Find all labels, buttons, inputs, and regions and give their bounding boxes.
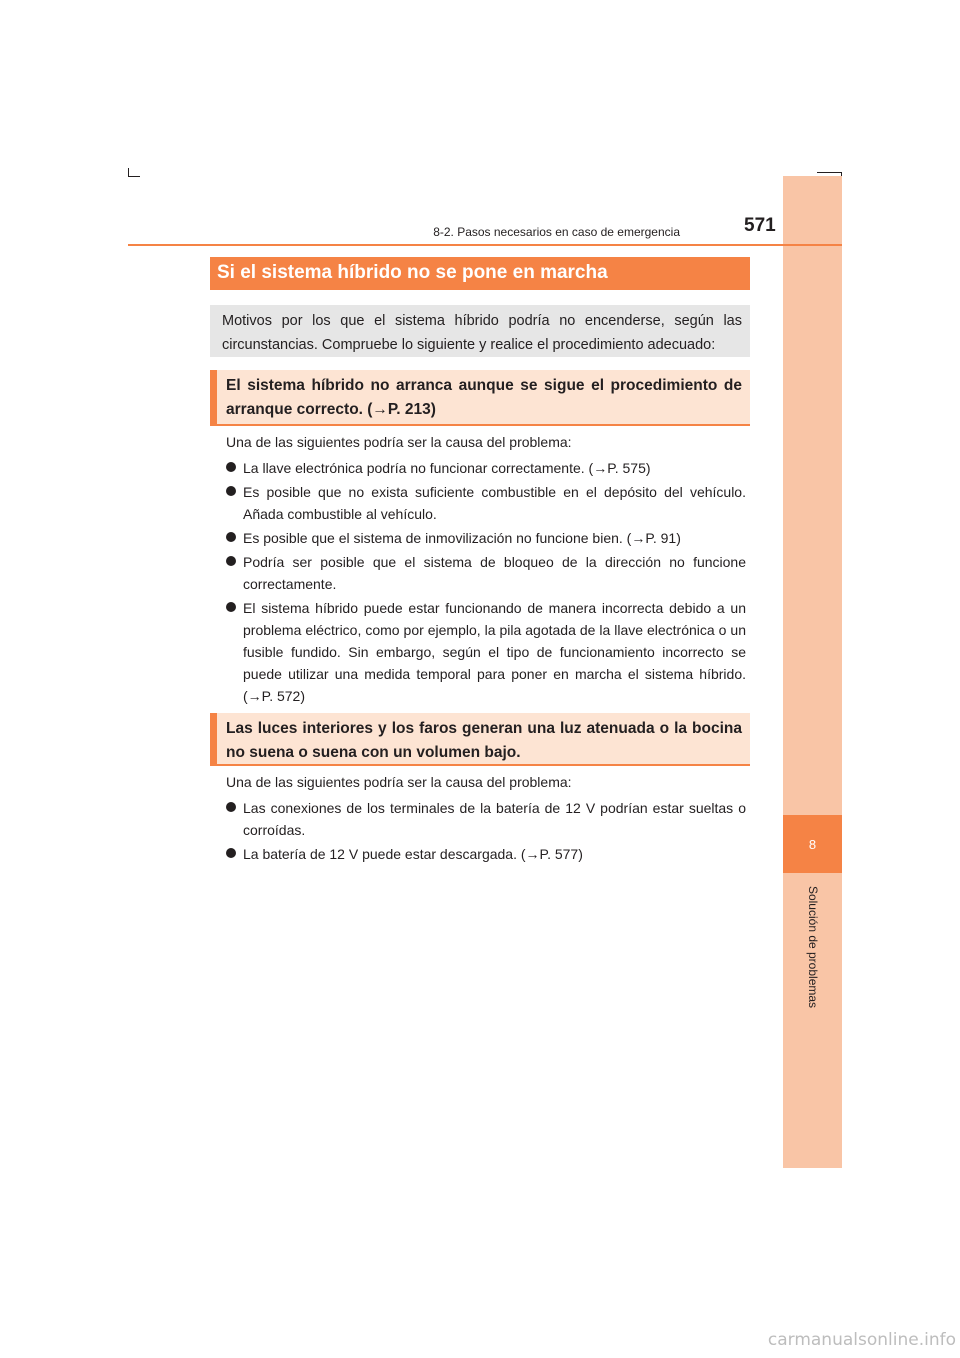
chapter-number: 8 (808, 836, 817, 852)
list-item (226, 457, 746, 479)
subheading-1 (210, 370, 750, 426)
list-item (226, 843, 746, 865)
list-item-text: La llave electrónica podría no funcionar correctamente. (→P. 575) (243, 460, 651, 476)
header-rule (128, 244, 842, 246)
bullet-dot-icon (226, 532, 236, 542)
subheading-text: El sistema híbrido no arranca aunque se sigue el procedimiento de arranque correcto. (→P. 213) (226, 377, 742, 418)
header-section-title: 8-2. Pasos necesarios en caso de emergencia (433, 225, 680, 239)
list-item-text: Las conexiones de los terminales de la batería de 12 V podrían estar sueltas o corroídas. (243, 800, 746, 838)
page-number: 571 (744, 215, 776, 236)
bullet-dot-icon (226, 556, 236, 566)
list-item (226, 551, 746, 595)
bullet-dot-icon (226, 462, 236, 472)
subheading-text: Las luces interiores y los faros generan una luz atenuada o la bocina no suena o suena con un volumen bajo. (226, 720, 742, 761)
list-item (226, 797, 746, 841)
list-item-text: La batería de 12 V puede estar descargada. (→P. 577) (243, 846, 583, 862)
list-item-text: Podría ser posible que el sistema de bloqueo de la dirección no funcione correctamente. (243, 554, 746, 592)
section-title: Si el sistema híbrido no se pone en marcha (210, 257, 750, 290)
crop-mark (128, 168, 129, 176)
bullet-dot-icon (226, 848, 236, 858)
crop-mark (817, 172, 842, 173)
lead-text: Una de las siguientes podría ser la causa del problema: (226, 434, 572, 450)
bullet-list (226, 457, 746, 709)
intro-box (210, 305, 750, 357)
bullet-list (226, 797, 746, 867)
bullet-dot-icon (226, 486, 236, 496)
watermark: carmanualsonline.info (767, 1330, 956, 1350)
chapter-side-strip (783, 176, 842, 1168)
bullet-dot-icon (226, 602, 236, 612)
list-item (226, 481, 746, 525)
crop-mark (128, 176, 140, 177)
list-item (226, 597, 746, 707)
lead-text: Una de las siguientes podría ser la causa del problema: (226, 774, 572, 790)
chapter-tab (783, 815, 842, 873)
list-item-text: El sistema híbrido puede estar funcionando de manera incorrecta debido a un problema eléctrico, como por ejemplo, la pila agotada de la llave electrónica o un fusible fundido. Sin embargo, según el tipo de funcionamiento incorrecto se puede utilizar una medida temporal para poner en marcha el sistema híbrido. (→P. 572) (243, 600, 746, 704)
list-item-text: Es posible que no exista suficiente combustible en el depósito del vehículo. Añada combustible al vehículo. (243, 484, 746, 522)
subheading-2 (210, 713, 750, 766)
bullet-dot-icon (226, 802, 236, 812)
list-item-text: Es posible que el sistema de inmovilización no funcione bien. (→P. 91) (243, 530, 681, 546)
list-item (226, 527, 746, 549)
chapter-label: Solución de problemas (806, 885, 820, 1009)
intro-text: Motivos por los que el sistema híbrido podría no encenderse, según las circunstancias. Compruebe lo siguiente y realice el procedimiento adecuado: (222, 313, 742, 353)
